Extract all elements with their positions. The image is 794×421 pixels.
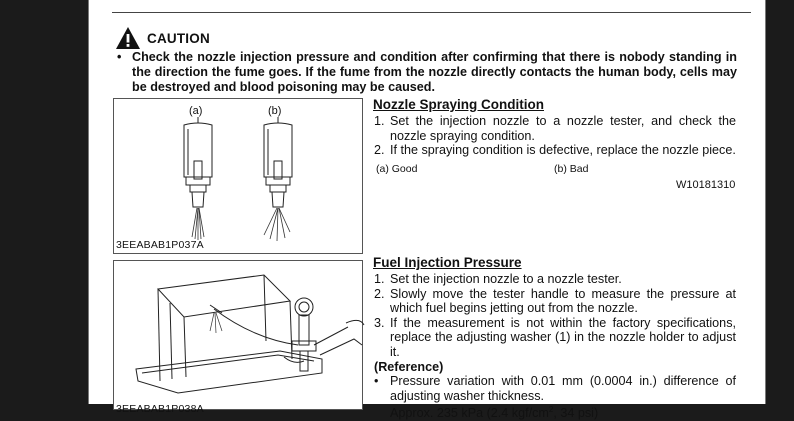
top-rule xyxy=(112,12,751,13)
list-item: 1. Set the injection nozzle to a nozzle tester, and check the nozzle spraying condition. xyxy=(374,114,736,143)
nozzle-steps xyxy=(374,114,736,158)
caption-bad: (b) Bad xyxy=(554,163,589,175)
list-item: 3. If the measurement is not within the factory specifications, replace the adjusting washer (1) in the nozzle holder to adjust it. xyxy=(374,315,736,359)
caution-heading xyxy=(115,25,210,51)
reference-label: (Reference) xyxy=(374,359,444,374)
warning-icon xyxy=(115,26,141,50)
nozzle-section-title: Nozzle Spraying Condition xyxy=(373,97,544,112)
reference-item: • Pressure variation with 0.01 mm (0.0004 in.) difference of adjusting washer thickness. xyxy=(374,374,736,403)
fuel-section-title: Fuel Injection Pressure xyxy=(373,255,522,270)
figure-code: 3EEABAB1P037A xyxy=(116,239,204,251)
nozzle-spray-figure xyxy=(113,98,363,254)
nozzle-drawing xyxy=(114,99,364,255)
nozzle-tester-figure xyxy=(113,260,363,415)
caution-text-block xyxy=(117,50,737,94)
list-item: 2. Slowly move the tester handle to measure the pressure at which fuel begins jetting out from the nozzle. xyxy=(374,286,736,316)
figure-label-b: (b) xyxy=(268,105,282,117)
fuel-steps xyxy=(374,272,736,421)
list-item: 1. Set the injection nozzle to a nozzle tester. xyxy=(374,272,622,286)
document-code: W10181310 xyxy=(676,179,736,191)
caution-text: Check the nozzle injection pressure and condition after confirming that there is nobody standing in the direction the fume goes. If the fume from the nozzle directly contacts the human body, cells may be destroyed and blood poisoning may be caused. xyxy=(132,50,737,94)
figure-label-a: (a) xyxy=(189,105,203,117)
caution-label: CAUTION xyxy=(147,30,210,46)
figure-code: 3EEABAB1P038A xyxy=(116,403,204,415)
approx-line: Approx. 235 kPa (2.4 kgf/$cm^2$, 34 psi) xyxy=(390,405,599,421)
list-item: 2. If the spraying condition is defective, replace the nozzle piece. xyxy=(374,143,736,158)
caption-good: (a) Good xyxy=(376,163,418,175)
caution-bullet: • xyxy=(117,50,122,64)
tester-drawing xyxy=(114,261,364,411)
manual-page xyxy=(88,0,766,421)
